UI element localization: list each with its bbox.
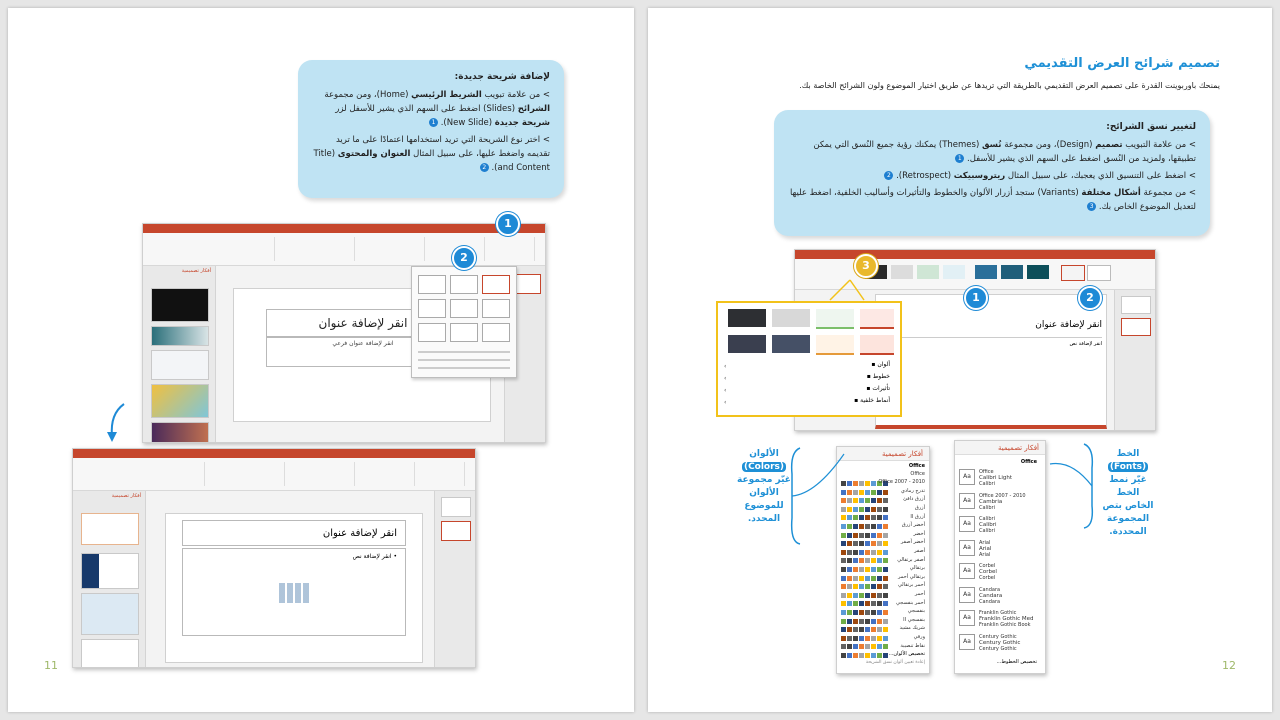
callout-heading: لتغيير نسق الشرائح: [1106,122,1196,132]
callout-heading: لإضافة شريحة جديدة: [454,72,550,82]
section-intro: يمنحك باوربوينت القدرة على تصميم العرض التقديمي بالطريقة التي تريدها عن طريق اختيار الموضوع ولون الشرائح الخاصة بك. [799,81,1220,90]
variant-menu-colors[interactable]: ألوان ▪ [871,361,890,368]
color-scheme-row[interactable] [841,514,889,519]
color-scheme-row[interactable] [841,531,889,536]
color-scheme-name: أزرق [914,504,925,511]
font-scheme-major: Century Gothic [979,639,1021,646]
font-scheme-major: Calibri Light [979,475,1013,481]
layout-option[interactable] [482,299,510,318]
design-idea-thumb[interactable] [151,326,209,346]
submenu-arrows: ‹ ‹ ‹ ‹ [724,363,727,406]
font-scheme-major: Candara [979,592,1003,599]
reset-colors[interactable]: إعادة تعيين ألوان نسق الشريحة [865,660,925,665]
font-scheme-minor: Calibri [979,504,995,511]
variant-swatch[interactable] [860,335,894,355]
slide-thumb[interactable] [1121,296,1151,314]
section-title: تصميم شرائح العرض التقديمي [1024,56,1220,71]
color-scheme-name: ورقي [913,633,925,640]
title-placeholder[interactable]: انقر لإضافة عنوان [266,309,460,337]
slides-pane [1114,290,1155,430]
font-scheme-major: Franklin Gothic Med [979,616,1034,622]
design-idea-thumb[interactable] [81,553,139,589]
content-placeholder[interactable]: انقر لإضافة نص [1069,341,1102,347]
font-scheme-major: Calibri [979,522,997,528]
font-group-label: Office [1020,459,1037,465]
color-scheme-name: أخضر [913,530,925,537]
variant-swatch[interactable] [816,309,854,329]
step-marker-3: 3 [854,254,878,278]
step-marker-2: 2 [1078,286,1102,310]
color-scheme-name: برتقالي أحمر [897,573,925,580]
layout-option[interactable] [450,299,478,318]
design-idea-thumb[interactable] [151,384,209,418]
pane-label: أفكار تصميمية [181,268,211,274]
design-idea-thumb[interactable] [81,639,139,668]
callout-step-1: > من علامة تبويب الشريط الرئيسي (Home)، ومن مجموعة الشرائح (Slides) اضغط على السهم الذي يشير للأسفل لزر شريحة جديدة (New Slide). 1 [324,90,550,128]
color-scheme-row[interactable] [841,497,889,502]
step-marker-2: 2 [452,246,476,270]
font-scheme-name: Calibri [979,516,995,522]
color-scheme-name: Office [910,470,925,477]
font-scheme-minor: Arial [979,551,991,558]
font-scheme-name: Arial [979,539,991,546]
title-placeholder[interactable]: انقر لإضافة عنوان [880,313,1102,338]
font-preview-icon[interactable]: Aa [959,587,975,603]
arrow-down-icon [104,400,134,446]
connector-lines [828,278,868,308]
step-marker-1: 1 [964,286,988,310]
variant-menu-background-styles[interactable]: أنماط خلفية ▪ [854,397,890,404]
subtitle-placeholder[interactable]: انقر لإضافة عنوان فرعي [266,337,460,367]
font-preview-icon[interactable]: Aa [959,493,975,509]
color-scheme-row[interactable] [841,591,889,596]
slide-thumb[interactable] [441,497,471,517]
slide-canvas[interactable] [165,513,423,663]
font-scheme-name: Century Gothic [979,633,1017,640]
color-scheme-row[interactable] [841,600,889,605]
step-badge: 3 [1087,202,1096,211]
variant-swatch[interactable] [772,335,810,353]
color-scheme-row[interactable] [841,609,889,614]
font-scheme-name: Candara [979,586,1001,593]
font-scheme-name: Franklin Gothic [979,610,1017,616]
layout-option[interactable] [450,275,478,294]
new-slide-layout-menu [411,266,517,378]
callout-step-2: > اختر نوع الشريحة التي تريد استخدامها اعتمادًا على ما تريد تقديمه واضغط عليها، على سبيل المثال العنوان والمحتوى (Title and Content). 2 [313,135,550,173]
color-scheme-name: برتقالي [909,565,925,572]
color-group-label: Office [908,463,925,469]
design-idea-thumb[interactable] [151,350,209,380]
step-badge: 1 [429,118,438,127]
color-scheme-row[interactable] [841,488,889,493]
font-preview-icon[interactable]: Aa [959,540,975,556]
font-preview-icon[interactable]: Aa [959,610,975,626]
color-scheme-name: Office 2007 - 2010 [878,479,925,486]
layout-option[interactable] [482,323,510,342]
step-badge: 2 [480,163,489,172]
design-idea-thumb[interactable] [151,288,209,322]
design-ideas-pane [73,491,146,667]
step-marker-1: 1 [496,212,520,236]
title-bar [143,224,545,233]
font-preview-icon[interactable]: Aa [959,516,975,532]
theme-gallery[interactable] [865,265,1115,281]
ribbon [73,458,475,491]
fonts-bracket [1048,440,1098,532]
content-placeholder[interactable]: • انقر لإضافة نص [182,548,406,636]
layout-option[interactable] [418,299,446,318]
right-page [648,8,1272,712]
color-scheme-row[interactable] [841,471,889,476]
color-scheme-name: بنفسجي [907,608,925,615]
color-scheme-row[interactable] [841,566,889,571]
color-scheme-name: أحمر برتقالي [897,582,925,589]
font-preview-icon[interactable]: Aa [959,563,975,579]
color-scheme-row[interactable] [841,617,889,622]
variant-menu-effects[interactable]: تأثيرات ▪ [866,385,890,392]
font-scheme-minor: Franklin Gothic Book [979,622,1031,628]
variant-swatch[interactable] [772,309,810,327]
design-idea-thumb[interactable] [151,422,209,443]
variant-swatch[interactable] [728,309,766,327]
card-header: أفكار تصميمية [955,441,1045,455]
colors-dropdown-card [836,446,930,674]
ribbon [143,233,545,266]
page-number: 12 [1222,659,1236,672]
pane-label: أفكار تصميمية [111,493,141,499]
font-preview-icon[interactable]: Aa [959,469,975,485]
color-scheme-row[interactable] [841,583,889,588]
color-scheme-name: شريك مشيد [899,625,925,632]
slide-canvas[interactable] [875,294,1107,429]
slides-pane [434,491,475,667]
slide-thumb-active[interactable] [441,521,471,541]
color-scheme-name: أخضر أزرق [901,522,925,529]
theme-callout [774,110,1210,236]
powerpoint-screenshot-title-and-content [72,448,476,668]
color-scheme-name: أصفر برتقالي [897,556,925,563]
color-scheme-row[interactable] [841,626,889,631]
title-bar [795,250,1155,259]
color-scheme-row[interactable] [841,643,889,648]
layout-option[interactable] [418,275,446,294]
color-scheme-row[interactable] [841,548,889,553]
content-insert-icons[interactable] [279,583,311,603]
callout-step-3: > من مجموعة أشكال مختلفة (Variants) ستجد أزرار الألوان والخطوط والتأثيرات وأساليب الخلفية، اضغط عليها لتعديل الموضوع الخاص بك. 3 [789,188,1196,212]
design-idea-thumb[interactable] [81,593,139,635]
color-scheme-row[interactable] [841,505,889,510]
powerpoint-screenshot-new-slide [142,223,546,443]
new-slide-callout [298,60,564,198]
card-header: أفكار تصميمية [837,447,929,461]
title-placeholder[interactable]: انقر لإضافة عنوان [182,520,406,546]
font-scheme-major: Arial [979,545,992,552]
layout-option[interactable] [450,323,478,342]
variant-swatch[interactable] [816,335,854,355]
page-number: 11 [44,659,58,672]
fonts-label: الخط (Fonts) غيّر نمط الخط الخاص بتص المجموعة المحددة. [1102,449,1154,537]
font-scheme-name: Corbel [979,563,996,569]
customize-fonts[interactable]: تخصيص الخطوط... [996,659,1037,665]
font-scheme-name: Office [979,469,994,475]
title-bar [73,449,475,458]
color-scheme-name: تدرج رمادي [900,487,925,494]
color-scheme-name: أزرق دافئ [903,496,925,503]
color-scheme-name: بنفسجي II [903,616,925,623]
colors-label: الألوان (Colors) غيّر مجموعة الألوان للموضوع المحدد. [737,449,791,524]
variant-menu-fonts[interactable]: خطوط ▪ [866,373,890,380]
color-scheme-row[interactable] [841,557,889,562]
slide-thumb-active[interactable] [1121,318,1151,336]
variant-swatch[interactable] [860,309,894,329]
color-scheme-name: أخضر أصفر [900,539,925,546]
font-scheme-major: Corbel [979,569,997,575]
layout-option-title-and-content[interactable] [482,275,510,294]
callout-step-1: > من علامة التبويب تصميم (Design)، ومن مجموعة نُسق (Themes) يمكنك رؤية جميع النُسق التي يمكن تطبيقها، ولمزيد من النُسق اضغط على السهم الذي يشير للأسفل. 1 [813,140,1196,164]
color-scheme-row[interactable] [841,523,889,528]
fonts-dropdown-card [954,440,1046,674]
design-idea-thumb[interactable] [81,513,139,545]
color-scheme-name: أحمر بنفسجي [895,599,925,606]
font-scheme-minor: Century Gothic [979,645,1017,652]
font-scheme-minor: Candara [979,598,1001,605]
step-badge: 1 [955,154,964,163]
callout-step-2: > اضغط على التنسيق الذي يعجبك، على سبيل المثال ريتروسبيكت (Retrospect). 2 [788,169,1196,183]
variant-swatch[interactable] [728,335,766,353]
font-scheme-minor: Calibri [979,481,995,487]
design-ideas-pane [143,266,216,442]
left-page [8,8,634,712]
color-scheme-name: أزرق II [910,513,925,520]
color-scheme-row[interactable] [841,574,889,579]
font-scheme-major: Cambria [979,498,1003,505]
color-scheme-row[interactable] [841,540,889,545]
color-scheme-name: نقاط تنصيبة [900,642,925,649]
font-preview-icon[interactable]: Aa [959,634,975,650]
step-badge: 2 [884,171,893,180]
colors-bracket [786,444,848,548]
font-scheme-minor: Corbel [979,575,996,581]
font-scheme-minor: Calibri [979,528,995,534]
layout-option[interactable] [418,323,446,342]
color-scheme-row[interactable] [841,634,889,639]
variants-dropdown [716,301,902,417]
font-scheme-name: Office 2007 - 2010 [979,492,1026,499]
color-scheme-name: أصفر [914,547,925,554]
color-scheme-name: أحمر [914,590,925,597]
customize-colors[interactable]: تخصيص الألوان... [888,651,925,657]
